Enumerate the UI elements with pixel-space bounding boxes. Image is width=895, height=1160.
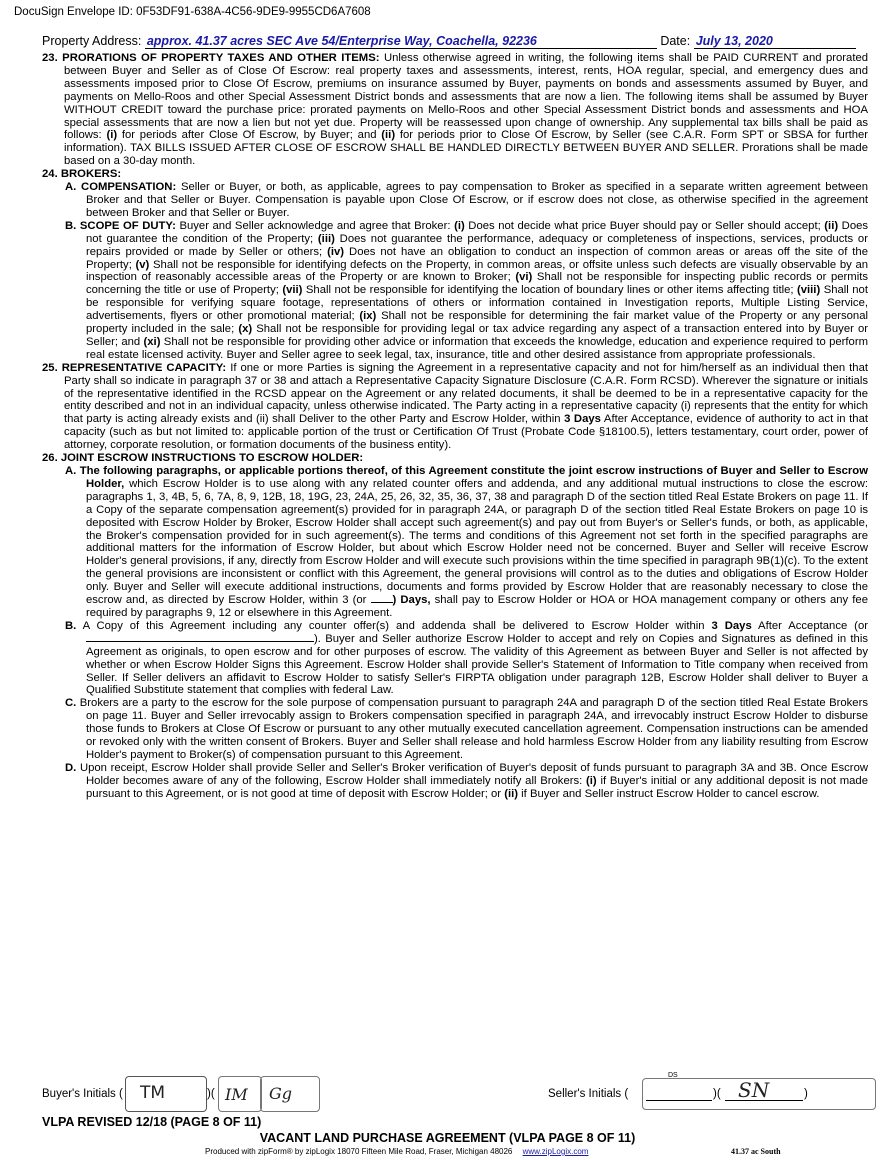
- item-marker: (vi): [515, 271, 533, 284]
- buyer-initials-3: Gg: [269, 1084, 293, 1103]
- agreement-body: [42, 52, 868, 801]
- item-marker: (x): [238, 323, 253, 336]
- sub-letter: A.: [65, 465, 77, 477]
- section-26-title: JOINT ESCROW INSTRUCTIONS TO ESCROW HOLDER:: [60, 452, 364, 465]
- sub-letter: D.: [65, 761, 77, 774]
- form-revision: VLPA REVISED 12/18 (PAGE 8 OF 11): [42, 1115, 262, 1129]
- section-25-title: REPRESENTATIVE CAPACITY:: [61, 361, 227, 374]
- item-marker: (xi): [143, 335, 161, 348]
- footer-document-name: 41.37 ac South: [731, 1147, 781, 1156]
- section-26d: [42, 762, 868, 801]
- days-blank-field[interactable]: [371, 602, 393, 603]
- paren-close: ): [804, 1088, 808, 1100]
- section-24b: [42, 220, 868, 362]
- section-25-text: After Acceptance, evidence of authority to act in that capacity (such as but not limited to: applicable portion of the trust or Certification Of Trust (Probate Code §18100.5), letters testamentary, court order, power of attorney, corporate resolution, or formation documents of the business entity).: [64, 413, 868, 452]
- seller-initials-label: Seller's Initials (: [548, 1088, 629, 1100]
- buyer-initials-2: IM: [225, 1085, 248, 1104]
- section-23-title: PRORATIONS OF PROPERTY TAXES AND OTHER ITEMS:: [62, 52, 380, 64]
- item-marker: (i): [106, 129, 118, 142]
- paren-separator: )(: [713, 1088, 721, 1100]
- buyer-initials-box-3[interactable]: [260, 1076, 320, 1112]
- section-24-title: BROKERS:: [60, 168, 122, 181]
- date-field[interactable]: July 13, 2020: [694, 34, 856, 49]
- section-24b-text: Does not decide what price Buyer should pay or Seller should accept;: [468, 219, 821, 232]
- footer-produced-by: [205, 1147, 588, 1156]
- section-23-text: for periods after Close Of Escrow, by Buyer; and: [121, 129, 377, 142]
- section-23: [42, 52, 868, 168]
- buyer-initials-box-1[interactable]: [125, 1076, 207, 1112]
- section-26b-text: ). Buyer and Seller authorize Escrow Holder to accept and rely on Copies and Signatures as defined in this Agreement as originals, to open escrow and for other purposes of escrow. The validity of this Agreement as between Buyer and Seller is not affected by whether or when Escrow Holder Signs this Agreement. Escrow Holder shall provide Seller's Statement of Information to Title company when received from Seller. If Seller delivers an affidavit to Escrow Holder to satisfy Seller's FIRPTA obligation under paragraph 12B, Escrow Holder shall deliver to Buyer a Qualified Substitute statement that complies with federal Law.: [86, 632, 868, 697]
- section-25: [42, 362, 868, 452]
- section-23-text: for periods prior to Close Of Escrow, by Seller (see C.A.R. Form SPT or SBSA for further information). TAX BILLS ISSUED AFTER CLOSE OF ESCROW SHALL BE HANDLED DIRECTLY BETWEEN BUYER AND SELLER. Prorations shall be made based on a 30-day month.: [64, 129, 869, 168]
- buyer-initials-1: TM: [140, 1083, 166, 1103]
- section-26a-text: which Escrow Holder is to use along with any related counter offers and addenda, and any additional mutual instructions to close the escrow: paragraphs 1, 3, 4B, 5, 6, 7A, 8, 9, 12B, 18, 19G, 23, 24A, 25, 26, 32, 35, 36, 37, 38 and paragraph D of the section titled Real Estate Brokers on page 11. If a Copy of the separate compensation agreement(s) provided for in paragraph 24A, or paragraph D of the section titled Real Estate Brokers on page 10 is deposited with Escrow Holder by Broker, Escrow Holder shall accept such agreement(s) and pay out from Buyer's or Seller's funds, or both, as applicable, the Broker's compensation provided for in such agreement(s). The terms and conditions of this Agreement not set forth in the specified paragraphs are additional matters for the information of Escrow Holder, but about which Escrow Holder need not be concerned. Buyer and Seller will receive Escrow Holder's general provisions, if any, directly from Escrow Holder and will execute such provisions within the time specified in paragraph 9B(1)(c). To the extent the general provisions are inconsistent or conflict with this Agreement, the general provisions will control as to the duties and obligations of Escrow Holder only. Buyer and Seller will execute additional instructions, documents and forms provided by Escrow Holder that are reasonably necessary to close the escrow and, as directed by Escrow Holder, within 3 (or: [86, 477, 868, 607]
- section-26a: [42, 465, 868, 620]
- sub-letter: B.: [65, 619, 77, 632]
- section-26d-text: if Buyer's initial or any additional deposit is not made pursuant to this Agreement, or is not good at time of deposit with Escrow Holder; or: [86, 774, 868, 800]
- section-24b-text: Shall not be responsible for determining the fair market value of the Property or any personal property included in the sale;: [86, 310, 868, 336]
- section-26b-text: A Copy of this Agreement including any counter offer(s) and addenda shall be delivered to Escrow Holder within: [82, 619, 705, 632]
- date-label: Date:: [660, 34, 691, 48]
- item-marker: (ix): [359, 310, 377, 323]
- section-24b-text: Does not have an obligation to conduct an inspection of common areas or areas off the site of the Property;: [86, 245, 868, 271]
- sub-letter: A.: [65, 181, 77, 194]
- section-25-text: If one or more Parties is signing the Agreement in a representative capacity and not for him/herself as an individual then that Party shall so indicate in paragraph 37 or 38 and attach a Representative Capacity Signature Disclosure (C.A.R. Form RCSD). Wherever the signature or initials of the representative identified in the RCSD appear on the Agreement or any related documents, it shall be deemed to be in a representative capacity for the entity described and not in an individual capacity, unless otherwise indicated. The Party acting in a representative capacity (i) represents that the entity for which that party is acting already exists and (ii) shall Deliver to the other Party and Escrow Holder, within: [64, 361, 869, 426]
- item-marker: (vii): [282, 284, 303, 297]
- section-24b-text: Shall not be responsible for identifying defects on the Property, in common areas, or offsite unless such defects are visually observable by an inspection of reasonably accessible areas of the Property or are known to Broker;: [86, 258, 869, 284]
- section-24a: [42, 181, 868, 220]
- section-24-number: 24.: [42, 168, 58, 181]
- property-address-row: [42, 34, 867, 49]
- sub-letter: C.: [65, 697, 77, 710]
- section-24: [42, 168, 868, 181]
- acceptance-blank-field[interactable]: [86, 641, 314, 642]
- section-24b-text: Does not guarantee the condition of the Property;: [86, 219, 869, 245]
- ziplogix-link[interactable]: www.zipLogix.com: [522, 1147, 589, 1156]
- sub-letter: B.: [65, 219, 77, 232]
- section-24a-title: COMPENSATION:: [81, 181, 177, 194]
- section-26a-lead: The following paragraphs, or applicable portions thereof, of this Agreement constitute the joint escrow instructions of Buyer and Seller to Escrow Holder,: [79, 465, 868, 490]
- section-23-number: 23.: [42, 52, 58, 64]
- item-marker: (ii): [504, 787, 519, 800]
- days-term: 3 Days: [564, 413, 601, 426]
- item-marker: (viii): [796, 284, 821, 297]
- item-marker: (v): [135, 258, 150, 271]
- section-23-text: Unless otherwise agreed in writing, the following items shall be PAID CURRENT and prorated between Buyer and Seller as of Close Of Escrow: real property taxes and assessments, interest, rents, HOA regular, special, and emergency dues and assessments imposed prior to Close Of Escrow, premiums on insurance assumed by Buyer, payments on bonds and assessments assumed by Buyer, and payments on Mello-Roos and other Special Assessment District bonds and assessments that are now a lien. The following items shall be assumed by Buyer WITHOUT CREDIT toward the purchase price: prorated payments on Mello-Roos and other Special Assessment District bonds and assessments and HOA special assessments that are now a lien but not yet due. Property will be reassessed upon change of ownership. Any supplemental tax bills shall be paid as follows:: [64, 52, 869, 142]
- footer-produced-text: Produced with zipForm® by zipLogix 18070 Fifteen Mile Road, Fraser, Michigan 48026: [205, 1147, 513, 1156]
- section-24b-text: Shall not be responsible for providing other advice or information that exceeds the knowledge, education and experience required to perform real estate licensed activity. Buyer and Seller agree to seek legal, tax, insurance, title and other desired assistance from appropriate professionals.: [86, 335, 869, 361]
- item-marker: (ii): [824, 219, 839, 232]
- item-marker: (i): [586, 774, 597, 787]
- docusign-envelope-id: DocuSign Envelope ID: 0F53DF91-638A-4C56-9DE9-9955CD6A7608: [14, 6, 371, 18]
- buyer-initials-box-2[interactable]: [218, 1076, 262, 1112]
- section-24b-text: Shall not be responsible for identifying the location of boundary lines or other items affecting title;: [305, 284, 794, 297]
- section-25-number: 25.: [42, 361, 58, 374]
- section-24b-text: Buyer and Seller acknowledge and agree that Broker:: [179, 219, 451, 232]
- paren-separator: )(: [207, 1088, 215, 1100]
- section-26d-text: if Buyer and Seller instruct Escrow Holder to cancel escrow.: [521, 787, 820, 800]
- docusign-tag: DS: [668, 1072, 678, 1079]
- section-26d-text: Upon receipt, Escrow Holder shall provide Seller and Seller's Broker verification of Buyer's deposit of funds pursuant to paragraph 3A and 3B. Once Escrow Holder becomes aware of any of the following, Escrow Holder shall immediately notify all Brokers:: [79, 761, 869, 787]
- days-term: 3 Days: [711, 619, 752, 632]
- seller-initials-line-1: [646, 1100, 712, 1101]
- item-marker: (iv): [327, 245, 345, 258]
- property-address-label: Property Address:: [42, 34, 142, 48]
- section-24b-text: Shall not be responsible for inspecting public records or permits concerning the title or use of Property;: [86, 271, 869, 297]
- footer-title: VACANT LAND PURCHASE AGREEMENT (VLPA PAGE 8 OF 11): [259, 1131, 636, 1145]
- section-26b: [42, 620, 868, 697]
- property-address-field[interactable]: approx. 41.37 acres SEC Ave 54/Enterprise Way, Coachella, 92236: [145, 34, 657, 49]
- section-26b-text: After Acceptance (or: [758, 619, 868, 632]
- section-24b-text: Shall not be responsible for verifying square footage, representations of others or information contained in Investigation reports, Multiple Listing Service, advertisements, flyers or other promotional material;: [86, 284, 868, 323]
- days-term: ) Days,: [392, 594, 431, 607]
- section-26-number: 26.: [42, 452, 58, 465]
- section-24b-title: SCOPE OF DUTY:: [79, 219, 176, 232]
- section-26a-text: shall pay to Escrow Holder or HOA or HOA management company or others any fee required by paragraphs 9, 12 or elsewhere in this Agreement.: [86, 594, 868, 619]
- item-marker: (iii): [317, 232, 335, 245]
- item-marker: (ii): [381, 129, 396, 142]
- section-26c: [42, 697, 868, 762]
- buyer-initials-label: Buyer's Initials (: [42, 1088, 123, 1100]
- section-24a-text: Seller or Buyer, or both, as applicable, agrees to pay compensation to Broker as specified in a separate written agreement between Broker and that Seller or Buyer. Compensation is payable upon Close Of Escrow, or if escrow does not close, as otherwise specified in the agreement between Broker and that Seller or Buyer.: [86, 181, 868, 219]
- section-26c-text: Brokers are a party to the escrow for the sole purpose of compensation pursuant to paragraph 24A and paragraph D of the section titled Real Estate Brokers on page 11. Buyer and Seller irrevocably assign to Brokers compensation specified in paragraph 24A, and irrevocably instruct Escrow Holder to disburse those funds to Brokers at Close Of Escrow or pursuant to any other mutually executed cancellation agreement. Compensation instructions can be amended or revoked only with the written consent of Brokers. Buyer and Seller shall release and hold harmless Escrow Holder from any liability resulting from Escrow Holder's payment to Broker(s) of compensation pursuant to this Agreement.: [79, 697, 868, 761]
- section-26: [42, 452, 868, 465]
- section-24b-text: Shall not be responsible for providing legal or tax advice regarding any aspect of a transaction entered into by Buyer or Seller; and: [86, 323, 868, 348]
- initials-row: [42, 1072, 872, 1116]
- item-marker: (i): [454, 219, 465, 232]
- section-24b-text: Does not guarantee the performance, adequacy or completeness of inspections, services, products or repairs provided or made by Seller or others;: [86, 232, 868, 258]
- seller-initials-1: SN: [738, 1078, 770, 1102]
